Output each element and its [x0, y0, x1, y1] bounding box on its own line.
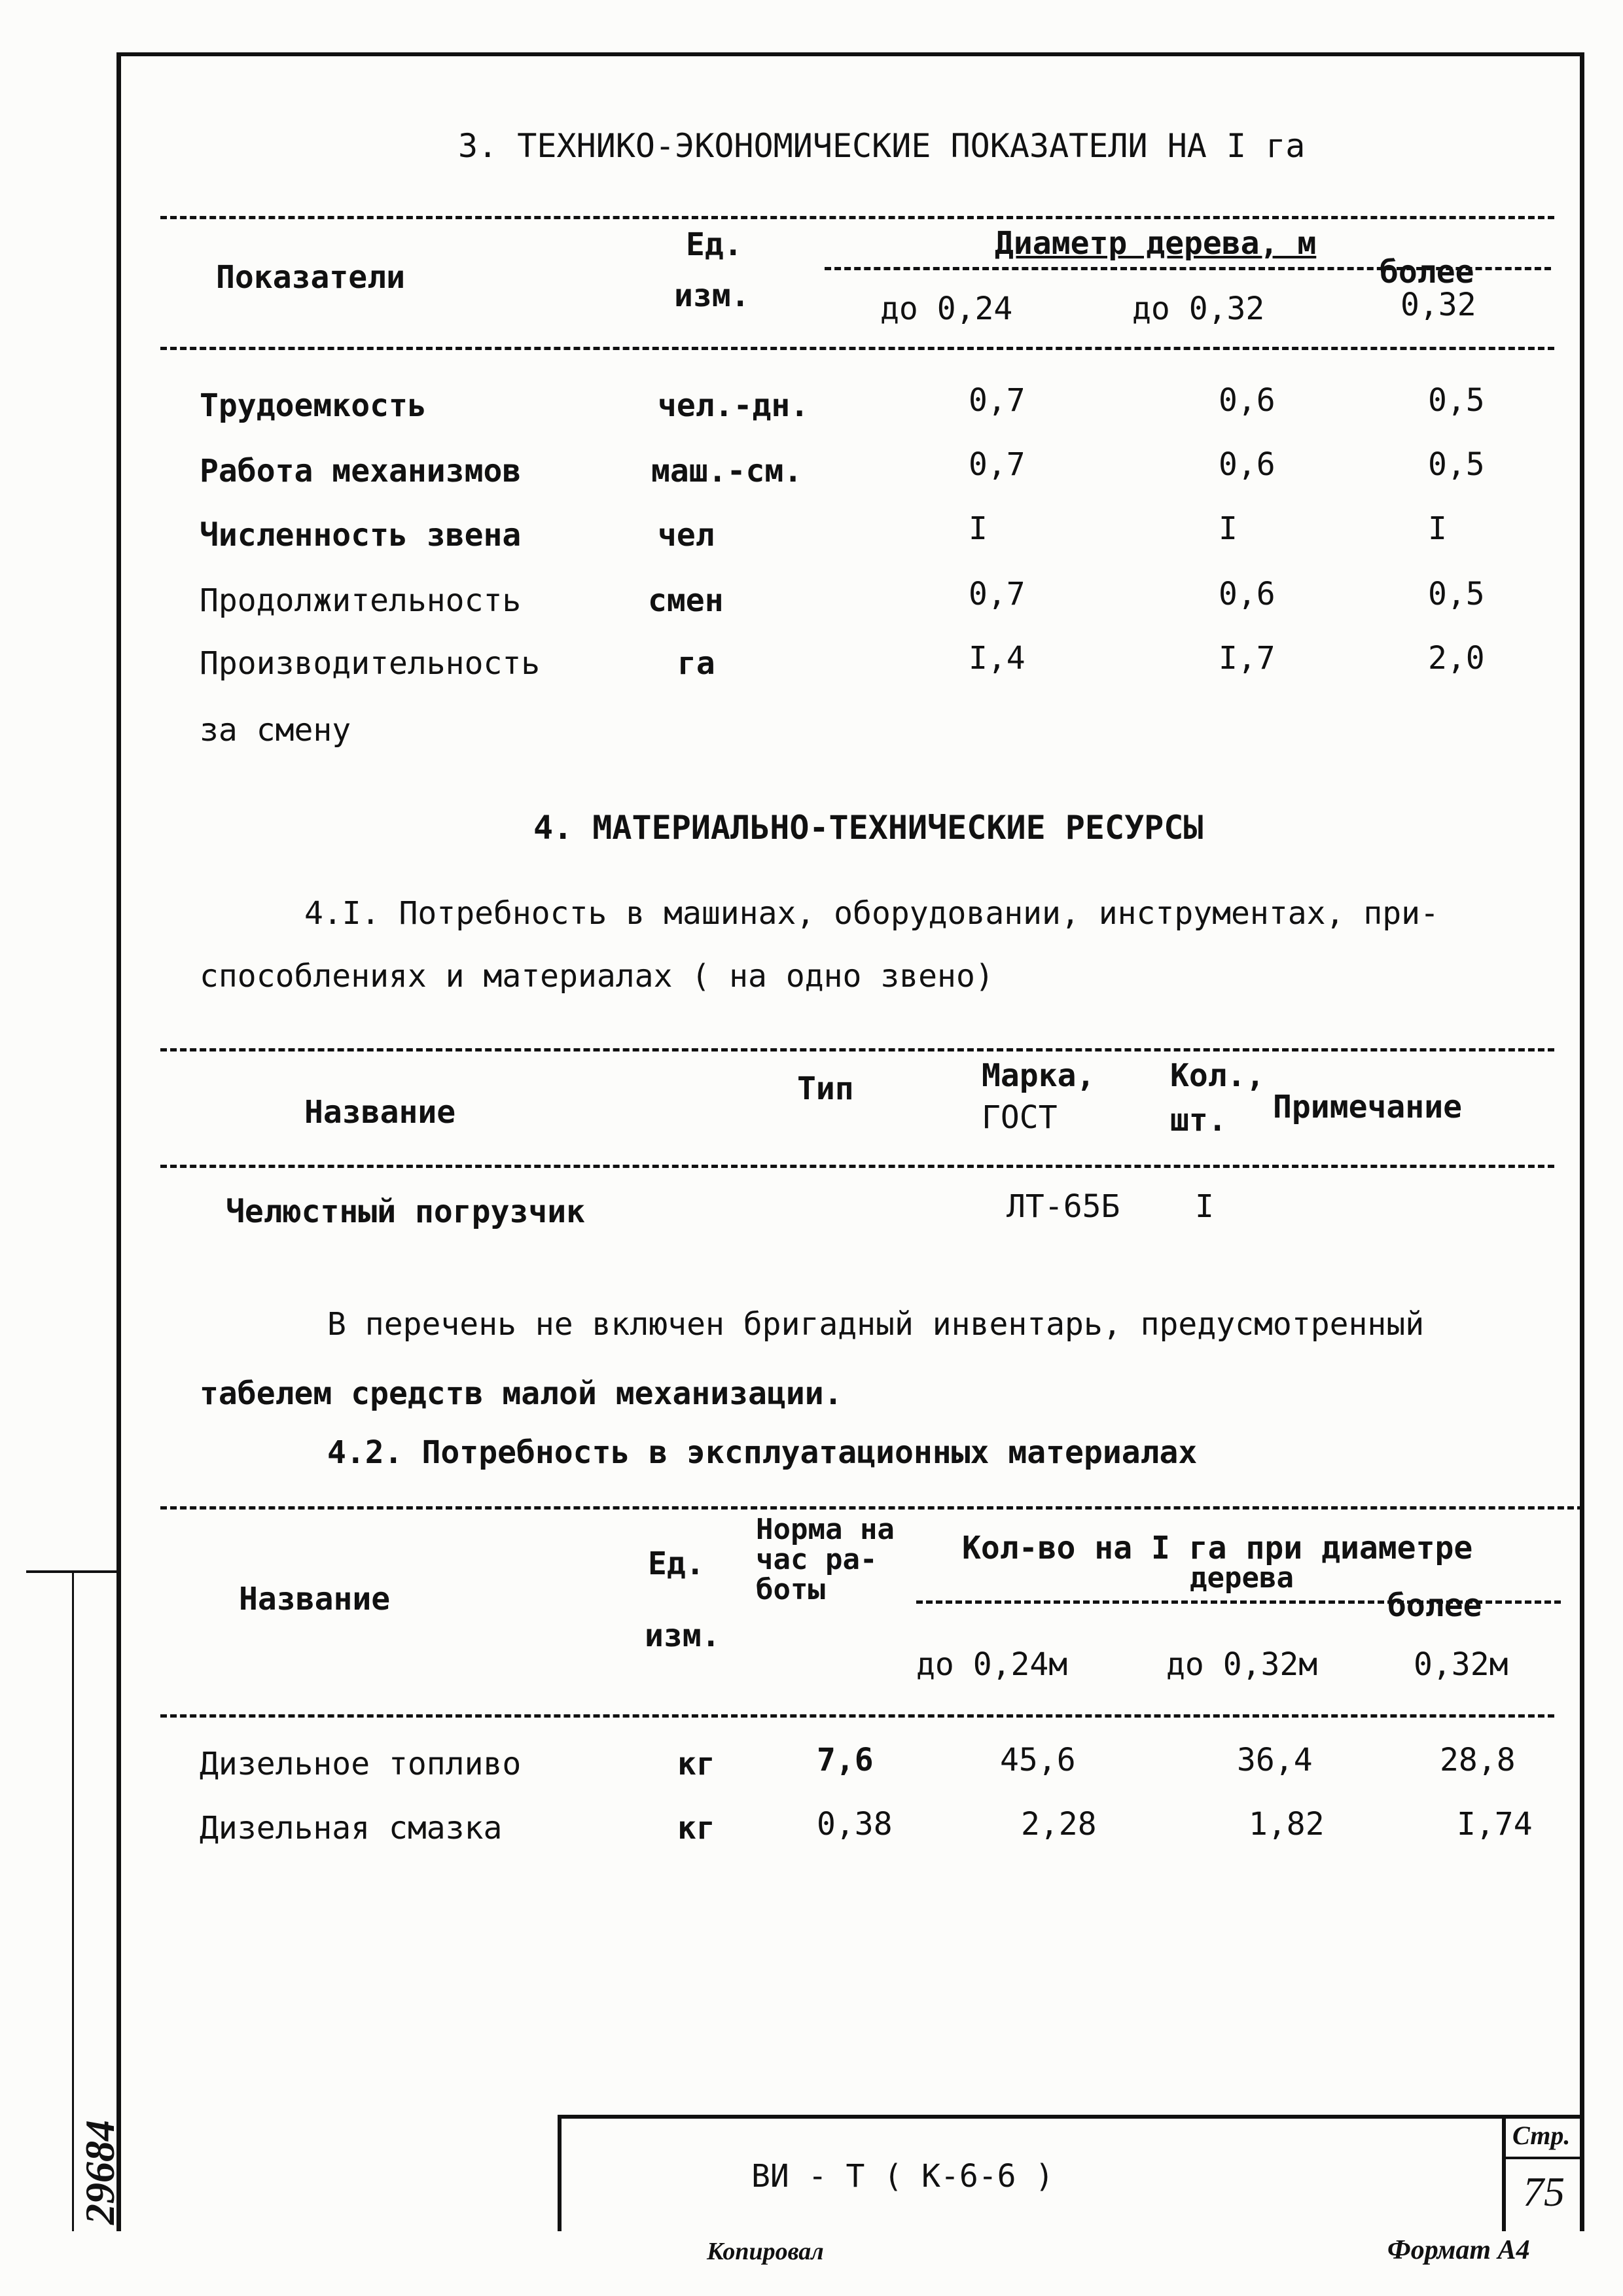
format-label: Формат А4: [1387, 2235, 1530, 2265]
row-name: Дизельное топливо: [200, 1746, 522, 1782]
row-value-1: I: [969, 510, 988, 547]
row-value-1: 0,7: [969, 576, 1026, 612]
col-header-more-1: более: [1380, 254, 1474, 291]
row-value-3: 0,5: [1428, 382, 1485, 419]
row-value-3: 0,5: [1428, 576, 1485, 612]
row-unit: чел: [658, 517, 715, 554]
table1-header-brand-1: Марка,: [982, 1057, 1096, 1094]
table1-header-type: Тип: [797, 1070, 854, 1107]
row-value-1: 45,6: [1000, 1742, 1076, 1778]
table2-header-unit-2: изм.: [645, 1617, 721, 1654]
table2-header-norm-1: Норма на: [756, 1513, 895, 1546]
table-rule-top: [160, 216, 1554, 219]
table1-header-brand-2: ГОСТ: [982, 1099, 1058, 1136]
row-name: Производительность: [200, 645, 541, 682]
section3-title: 3. ТЕХНИКО-ЭКОНОМИЧЕСКИЕ ПОКАЗАТЕЛИ НА I га: [458, 127, 1306, 165]
row-value-3: 2,0: [1428, 640, 1485, 677]
row-unit: смен: [648, 582, 724, 619]
col-header-diameter: Диаметр дерева, м: [995, 225, 1317, 262]
row-name-continuation: за смену: [200, 712, 351, 749]
table1-row-brand: ЛТ-65Б: [1007, 1188, 1120, 1225]
section42-title: 4.2. Потребность в эксплуатационных материалах: [327, 1434, 1198, 1471]
col-header-indicator: Показатели: [216, 259, 405, 296]
table2-header-d032: до 0,32м: [1166, 1646, 1318, 1683]
table1-header-note: Примечание: [1273, 1089, 1462, 1125]
row-value-1: 0,7: [969, 446, 1026, 483]
archive-stamp: [26, 1570, 123, 2231]
table-rule-header-bottom: [160, 347, 1554, 350]
table1-rule-bottom: [160, 1165, 1554, 1168]
row-value-3: I,74: [1457, 1806, 1533, 1843]
page-label: Стр.: [1512, 2121, 1571, 2150]
table2-rule-top: [160, 1506, 1584, 1510]
table2-header-qty-2: дерева: [1190, 1561, 1294, 1595]
page-box-divider: [1506, 2157, 1584, 2159]
row-value-1: I,4: [969, 640, 1026, 677]
page-number: 75: [1523, 2168, 1565, 2215]
table2-header-more-1: более: [1387, 1587, 1482, 1624]
table1-row-name: Челюстный погрузчик: [226, 1193, 586, 1230]
table2-header-unit-1: Ед.: [648, 1545, 705, 1582]
page-frame: [116, 52, 1584, 2231]
row-value-3: 0,5: [1428, 446, 1485, 483]
col-header-unit-2: изм.: [674, 277, 750, 314]
row-name: Работа механизмов: [200, 453, 522, 489]
table1-row-qty: I: [1195, 1188, 1214, 1225]
table1-rule-top: [160, 1048, 1554, 1051]
row-name: Численность звена: [200, 517, 522, 554]
row-value-2: 0,6: [1219, 446, 1275, 483]
copied-caption: Копировал: [707, 2238, 824, 2265]
row-norm: 0,38: [817, 1806, 893, 1843]
document-code: ВИ - Т ( К-6-6 ): [751, 2158, 1054, 2195]
table2-header-qty-1: Кол-во на I га при диаметре: [962, 1530, 1473, 1566]
col-header-more-2: 0,32: [1400, 287, 1476, 323]
stamp-mid-rule: [72, 1570, 74, 2231]
row-value-2: 1,82: [1249, 1806, 1325, 1843]
row-norm: 7,6: [817, 1742, 874, 1778]
note-line2: табелем средств малой механизации.: [200, 1375, 843, 1412]
row-name: Продолжительность: [200, 582, 522, 619]
row-value-3: I: [1428, 510, 1447, 547]
table1-header-qty-2: шт.: [1170, 1102, 1227, 1139]
row-value-2: 0,6: [1219, 576, 1275, 612]
row-unit: чел.-дн.: [658, 387, 810, 424]
col-header-d032: до 0,32: [1132, 291, 1265, 327]
row-name: Трудоемкость: [200, 387, 427, 424]
row-unit: га: [677, 645, 715, 682]
row-unit: маш.-см.: [651, 453, 803, 489]
col-header-d024: до 0,24: [880, 291, 1013, 327]
row-value-2: I,7: [1219, 640, 1275, 677]
row-value-3: 28,8: [1440, 1742, 1516, 1778]
table2-rule-header-bottom: [160, 1714, 1554, 1718]
row-unit: кг: [677, 1746, 715, 1782]
table2-header-more-2: 0,32м: [1414, 1646, 1508, 1683]
table2-header-norm-3: боты: [756, 1573, 825, 1606]
table1-header-name: Название: [304, 1094, 456, 1131]
table2-header-name: Название: [239, 1581, 391, 1617]
col-header-unit-1: Ед.: [686, 226, 743, 263]
page-number-box: [1502, 2115, 1584, 2231]
table1-header-qty-1: Кол.,: [1170, 1057, 1265, 1094]
section4-title: 4. МАТЕРИАЛЬНО-ТЕХНИЧЕСКИЕ РЕСУРСЫ: [533, 809, 1204, 847]
table2-header-d024: до 0,24м: [916, 1646, 1068, 1683]
note-line1: В перечень не включен бригадный инвентарь, предусмотренный: [327, 1306, 1425, 1343]
row-value-1: 2,28: [1021, 1806, 1097, 1843]
row-value-2: 36,4: [1237, 1742, 1313, 1778]
table2-header-norm-2: час ра-: [756, 1543, 878, 1576]
row-unit: кг: [677, 1810, 715, 1846]
row-value-1: 0,7: [969, 382, 1026, 419]
inventory-number: 29684: [77, 2120, 123, 2225]
row-name: Дизельная смазка: [200, 1810, 503, 1846]
row-value-2: I: [1219, 510, 1238, 547]
row-value-2: 0,6: [1219, 382, 1275, 419]
section41-line2: способлениях и материалах ( на одно звено): [200, 958, 994, 995]
section41-line1: 4.I. Потребность в машинах, оборудовании, инструментах, при-: [304, 895, 1439, 932]
title-block: [558, 2115, 1508, 2231]
